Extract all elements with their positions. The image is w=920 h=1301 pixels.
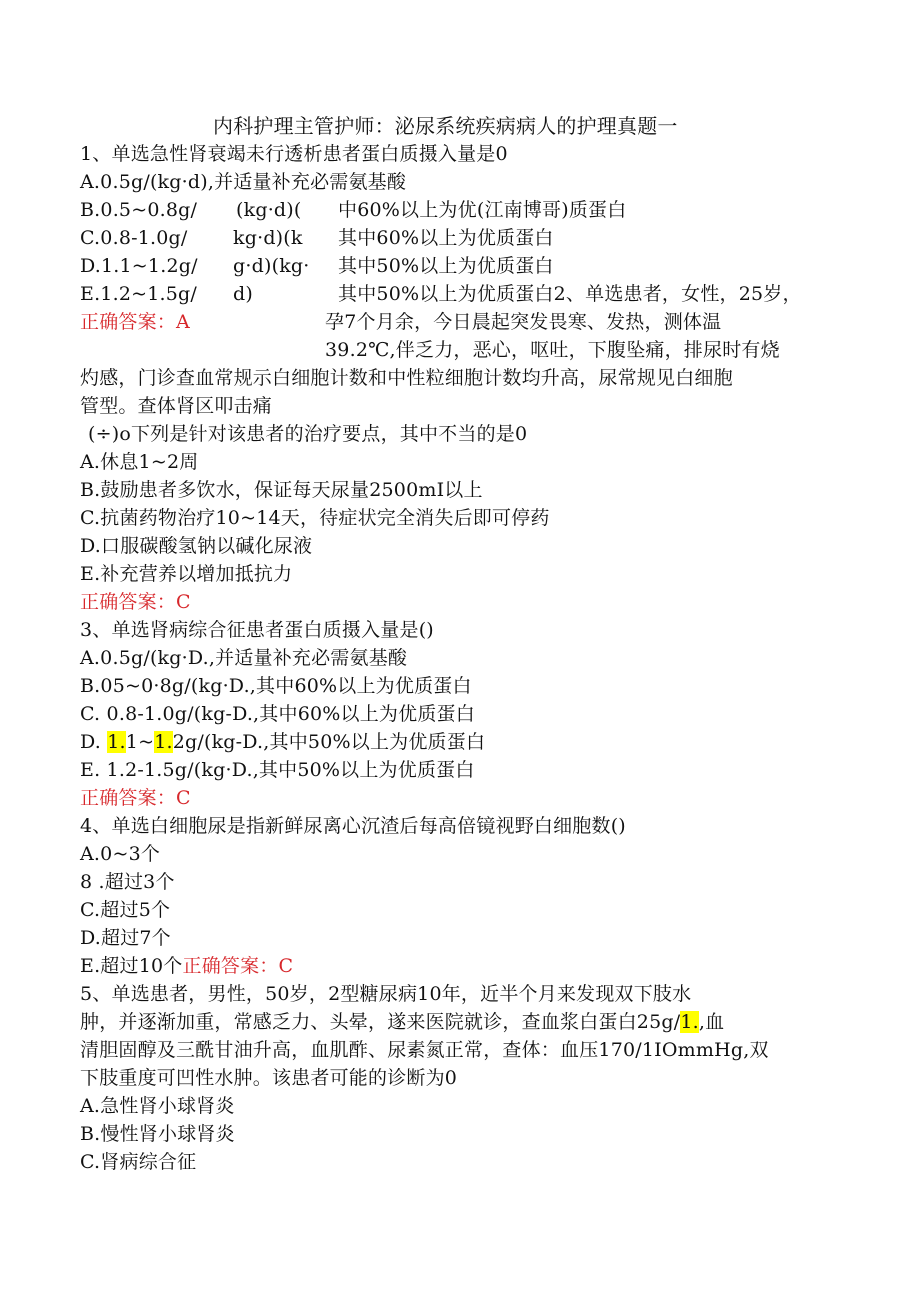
q3-option-d-suffix: 2g/(kg-D.,其中50%以上为优质蛋白	[172, 731, 486, 753]
q1-option-a: A.0.5g/(kg·d),并适量补充必需氨基酸	[80, 171, 407, 193]
q2-answer: 正确答案：C	[80, 591, 191, 613]
q1-option-c-right: 其中60%以上为优质蛋白	[338, 227, 554, 249]
q1-option-c-mid: kg·d)(k	[233, 227, 303, 249]
q5-line-1: 5、单选患者，男性，50岁，2型糖尿病10年，近半个月来发现双下肢水	[80, 983, 692, 1005]
q4-answer: 正确答案：C	[182, 955, 294, 977]
q4-option-e: E.超过10个	[80, 955, 183, 977]
q1-option-e-right: 其中50%以上为优质蛋白2、单选患者，女性，25岁，	[338, 283, 802, 305]
q4-option-b: 8 .超过3个	[80, 871, 175, 893]
q1-option-b-left: B.0.5~0.8g/	[80, 199, 198, 221]
q5-line-2	[80, 1010, 724, 1034]
q2-line-5: (÷)o下列是针对该患者的治疗要点，其中不当的是0	[88, 423, 528, 445]
q3-option-d-prefix: D.	[80, 731, 108, 753]
q3-stem: 3、单选肾病综合征患者蛋白质摄入量是()	[80, 619, 434, 641]
q1-stem: 1、单选急性肾衰竭未行透析患者蛋白质摄入量是0	[80, 143, 508, 165]
q4-option-c: C.超过5个	[80, 899, 171, 921]
q5-line-2-highlight: 1.	[680, 1011, 699, 1033]
q4-stem: 4、单选白细胞尿是指新鲜尿离心沉渣后每高倍镜视野白细胞数()	[80, 815, 626, 837]
q5-option-a: A.急性肾小球肾炎	[80, 1095, 235, 1117]
q1-option-b-mid: (kg·d)(	[236, 199, 302, 221]
q3-option-d-highlight-1: 1.	[107, 731, 126, 753]
q2-line-4: 管型。查体肾区叩击痛	[80, 395, 273, 417]
q1-option-b-right: 中60%以上为优(江南博哥)质蛋白	[338, 199, 627, 221]
q2-option-e: E.补充营养以增加抵抗力	[80, 563, 293, 585]
page-title: 内科护理主管护师：泌尿系统疾病病人的护理真题一	[213, 114, 678, 138]
q2-line-3: 灼感，门诊查血常规示白细胞计数和中性粒细胞计数均升高，尿常规见白细胞	[80, 367, 733, 389]
q2-option-b: B.鼓励患者多饮水，保证每天尿量2500mI以上	[80, 479, 483, 501]
q5-option-c: C.肾病综合征	[80, 1151, 197, 1173]
q2-line-1: 孕7个月余，今日晨起突发畏寒、发热，测体温	[325, 311, 722, 333]
q2-line-2: 39.2℃,伴乏力，恶心，呕吐，下腹坠痛，排尿时有烧	[325, 339, 780, 361]
q5-line-2-suffix: ,血	[698, 1011, 725, 1033]
q1-option-d-left: D.1.1~1.2g/	[80, 255, 198, 277]
q2-option-a: A.休息1~2周	[80, 451, 199, 473]
q3-option-e: E. 1.2-1.5g/(kg·D.,其中50%以上为优质蛋白	[80, 759, 475, 781]
q2-option-c: C.抗菌药物治疗10~14天，待症状完全消失后即可停药	[80, 507, 550, 529]
q3-answer: 正确答案：C	[80, 787, 191, 809]
q1-option-d-right: 其中50%以上为优质蛋白	[338, 255, 554, 277]
q3-option-b: B.05~0·8g/(kg·D.,其中60%以上为优质蛋白	[80, 675, 472, 697]
q1-answer: 正确答案：A	[80, 311, 190, 333]
q3-option-c: C. 0.8-1.0g/(kg-D.,其中60%以上为优质蛋白	[80, 703, 475, 725]
q3-option-a: A.0.5g/(kg·D.,并适量补充必需氨基酸	[80, 647, 408, 669]
q3-option-d-highlight-2: 1.	[154, 731, 173, 753]
q4-option-d: D.超过7个	[80, 927, 171, 949]
q5-line-3: 清胆固醇及三酰甘油升高，血肌酢、尿素氮正常，查体：血压170/1IOmmHg,双	[80, 1039, 769, 1061]
q1-option-e-mid: d)	[233, 283, 253, 305]
q3-option-d	[80, 730, 485, 754]
q1-option-d-mid: g·d)(kg·	[233, 255, 310, 277]
q1-option-c-left: C.0.8-1.0g/	[80, 227, 188, 249]
q3-option-d-mid: 1~	[125, 731, 155, 753]
q2-option-d: D.口服碳酸氢钠以碱化尿液	[80, 535, 313, 557]
q4-option-e-line	[80, 954, 293, 978]
q5-option-b: B.慢性肾小球肾炎	[80, 1123, 235, 1145]
q1-option-e-left: E.1.2~1.5g/	[80, 283, 198, 305]
q5-line-4: 下肢重度可凹性水肿。该患者可能的诊断为0	[80, 1067, 458, 1089]
q5-line-2-prefix: 肿，并逐渐加重，常感乏力、头晕，遂来医院就诊，查血浆白蛋白25g/	[80, 1011, 681, 1033]
q4-option-a: A.0~3个	[80, 843, 161, 865]
